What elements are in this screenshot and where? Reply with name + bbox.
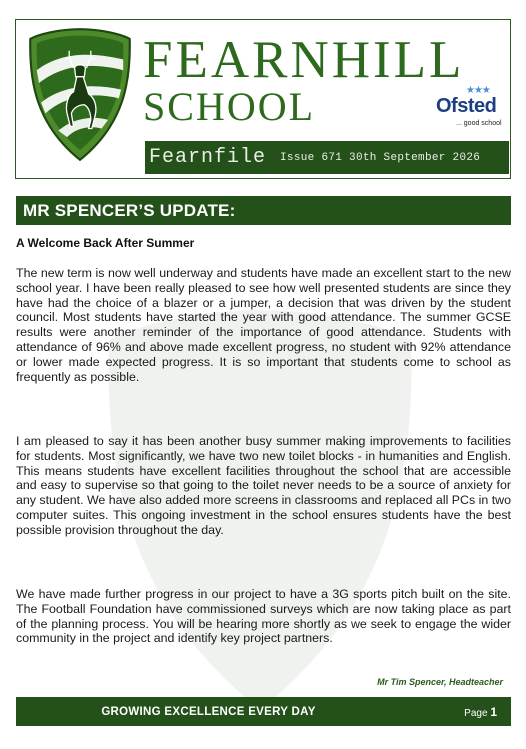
newsletter-title: Fearnfile (149, 146, 267, 169)
masthead (15, 19, 511, 179)
ofsted-rating: ... good school (456, 120, 502, 127)
footer-motto: GROWING EXCELLENCE EVERY DAY (101, 705, 316, 718)
section-title: MR SPENCER’S UPDATE: (16, 196, 511, 225)
page-number: 1 (490, 705, 497, 719)
paragraph-3: We have made further progress in our project to have a 3G sports pitch built on the site. The Football Foundation have commissioned surveys which are now taking place as part of the planning process. You will be hearing more shortly as we seek to engage the wider community in the project and identify key project partners. (16, 587, 511, 646)
paragraph-1: The new term is now well underway and students have made an excellent start to the new school year. I have been really pleased to see how well presented students are since they have had the choice of a blazer or a jumper, a decision that was driven by the student council. Most students have started the year with good attendance. The summer GCSE results were another reminder of the importance of good attendance. Students with attendance of 96% and above made excellent progress, no student with 92% attendance or lower made expected progress. It is so important that students come to school as frequently as possible. (16, 266, 511, 384)
footer (16, 697, 511, 726)
article-heading: A Welcome Back After Summer (16, 236, 195, 250)
newsletter-banner (145, 141, 509, 174)
paragraph-2: I am pleased to say it has been another busy summer making improvements to facilities for students. Most significantly, we have two new toilet blocks - in humanities and English. This means students have excellent facilities throughout the school that are accessible and easy to supervise so that going to the toilet never needs to be a source of anxiety for any student. We have also added more screens in classrooms and replaced all PCs in two computer suites. This ongoing investment in the school ensures students have the best possible provision throughout the day. (16, 434, 511, 537)
school-crest-logo (26, 27, 134, 162)
ofsted-logo (434, 86, 504, 132)
ofsted-name: Ofsted (436, 95, 497, 117)
issue-info: Issue 671 30th September 2026 (280, 151, 481, 164)
school-name-line2: SCHOOL (143, 84, 316, 129)
page-label: Page (464, 708, 488, 719)
school-name-line1: FEARNHILL (143, 31, 465, 89)
page-indicator (464, 705, 497, 719)
ofsted-stars-icon: ★★★ (466, 85, 490, 96)
signature: Mr Tim Spencer, Headteacher (377, 677, 503, 687)
